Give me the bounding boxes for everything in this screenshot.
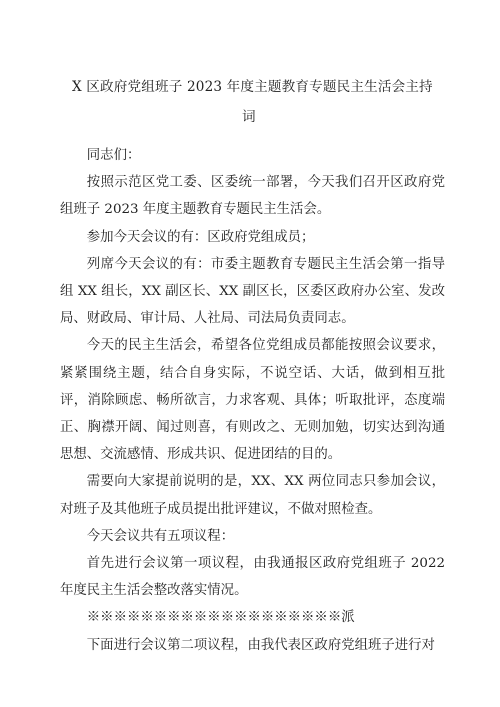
paragraph-opening: 按照示范区党工委、区委统一部署，今天我们召开区政府党组班子 2023 年度主题教育专题民主生活会。 — [60, 175, 445, 218]
paragraph-separator: ※※※※※※※※※※※※※※※※※※※派 — [86, 610, 355, 626]
paragraph-expectations: 今天的民主生活会，希望各位党组成员都能按照会议要求，紧紧围绕主题，结合自身实际，不说空话、大话，做到相互批评，消除顾虑、畅所欲言，力求客观、具体；听取批评，态度端正、胸襟开阔、闻过则喜，有则改之、无则加勉，切实达到沟通思想、交流感情、形成共识、促进团结的目的。 — [60, 338, 445, 463]
paragraph-agenda-item-2: 下面进行会议第二项议程，由我代表区政府党组班子进行对 — [86, 637, 435, 653]
paragraph-agenda-intro: 今天会议共有五项议程： — [86, 528, 235, 544]
paragraph-attendees: 参加今天会议的有：区政府党组成员； — [86, 229, 315, 245]
paragraph-note: 需要向大家提前说明的是，XX、XX 两位同志只参加会议，对班子及其他班子成员提出批评建议，不做对照检查。 — [60, 474, 445, 517]
document-title-line-2: 词 — [242, 109, 256, 125]
paragraph-greeting: 同志们： — [86, 148, 141, 163]
paragraph-observers: 列席今天会议的有：市委主题教育专题民主生活会第一指导组 XX 组长，XX 副区长、XX 副区长，区委区政府办公室、发改局、财政局、审计局、人社局、司法局负责同志。 — [60, 256, 445, 327]
paragraph-agenda-item-1: 首先进行会议第一项议程，由我通报区政府党组班子 2022 年度民主生活会整改落实情况。 — [60, 556, 445, 599]
document-title-line-1: X 区政府党组班子 2023 年度主题教育专题民主生活会主持 — [72, 79, 433, 95]
document-body — [60, 142, 445, 659]
